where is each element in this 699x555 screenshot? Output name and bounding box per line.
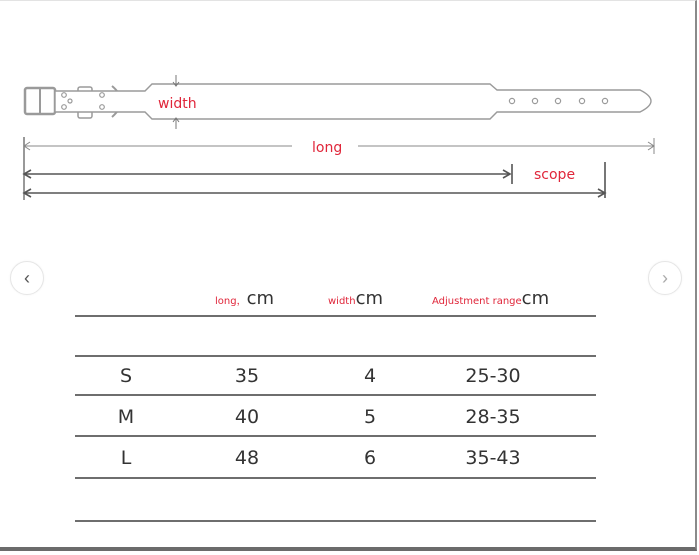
header-long-unit: cm: [246, 288, 275, 309]
range-cell: 25-30: [465, 365, 521, 387]
table-divider: [75, 520, 596, 522]
size-cell: S: [119, 365, 133, 387]
header-adjustment: [432, 288, 549, 309]
header-long-label: long，: [215, 296, 247, 307]
table-row: [75, 439, 596, 479]
header-adjustment-unit: cm: [521, 288, 550, 309]
table-row: [75, 398, 596, 438]
table-divider: [75, 435, 596, 437]
scope-label: scope: [534, 167, 576, 183]
width-cell: 6: [363, 447, 377, 469]
buckle-icon: [25, 88, 55, 114]
collar-diagram: [0, 0, 699, 260]
chevron-left-icon: ‹: [24, 267, 30, 288]
header-width-label: width: [328, 296, 356, 307]
table-divider: [75, 477, 596, 479]
size-cell: L: [120, 447, 132, 469]
header-width-unit: cm: [355, 288, 384, 309]
long-cell: 48: [234, 447, 260, 469]
size-cell: M: [117, 406, 135, 428]
long-label: long: [312, 140, 343, 156]
width-cell: 4: [363, 365, 377, 387]
table-row: [75, 357, 596, 397]
long-cell: 40: [234, 406, 260, 428]
long-cell: 35: [234, 365, 260, 387]
header-width: [328, 288, 383, 309]
width-cell: 5: [363, 406, 377, 428]
collar-strap: [55, 84, 651, 119]
header-long: [215, 288, 274, 309]
header-adjustment-label: Adjustment range: [432, 296, 522, 307]
table-divider: [75, 394, 596, 396]
width-label: width: [158, 96, 197, 112]
carousel-prev-button[interactable]: [10, 261, 44, 295]
carousel-next-button[interactable]: [648, 261, 682, 295]
chevron-right-icon: ›: [662, 267, 668, 288]
table-divider: [75, 315, 596, 317]
adjustment-dimension-lines: [24, 162, 605, 198]
range-cell: 35-43: [465, 447, 521, 469]
range-cell: 28-35: [465, 406, 521, 428]
table-header: [75, 280, 596, 316]
